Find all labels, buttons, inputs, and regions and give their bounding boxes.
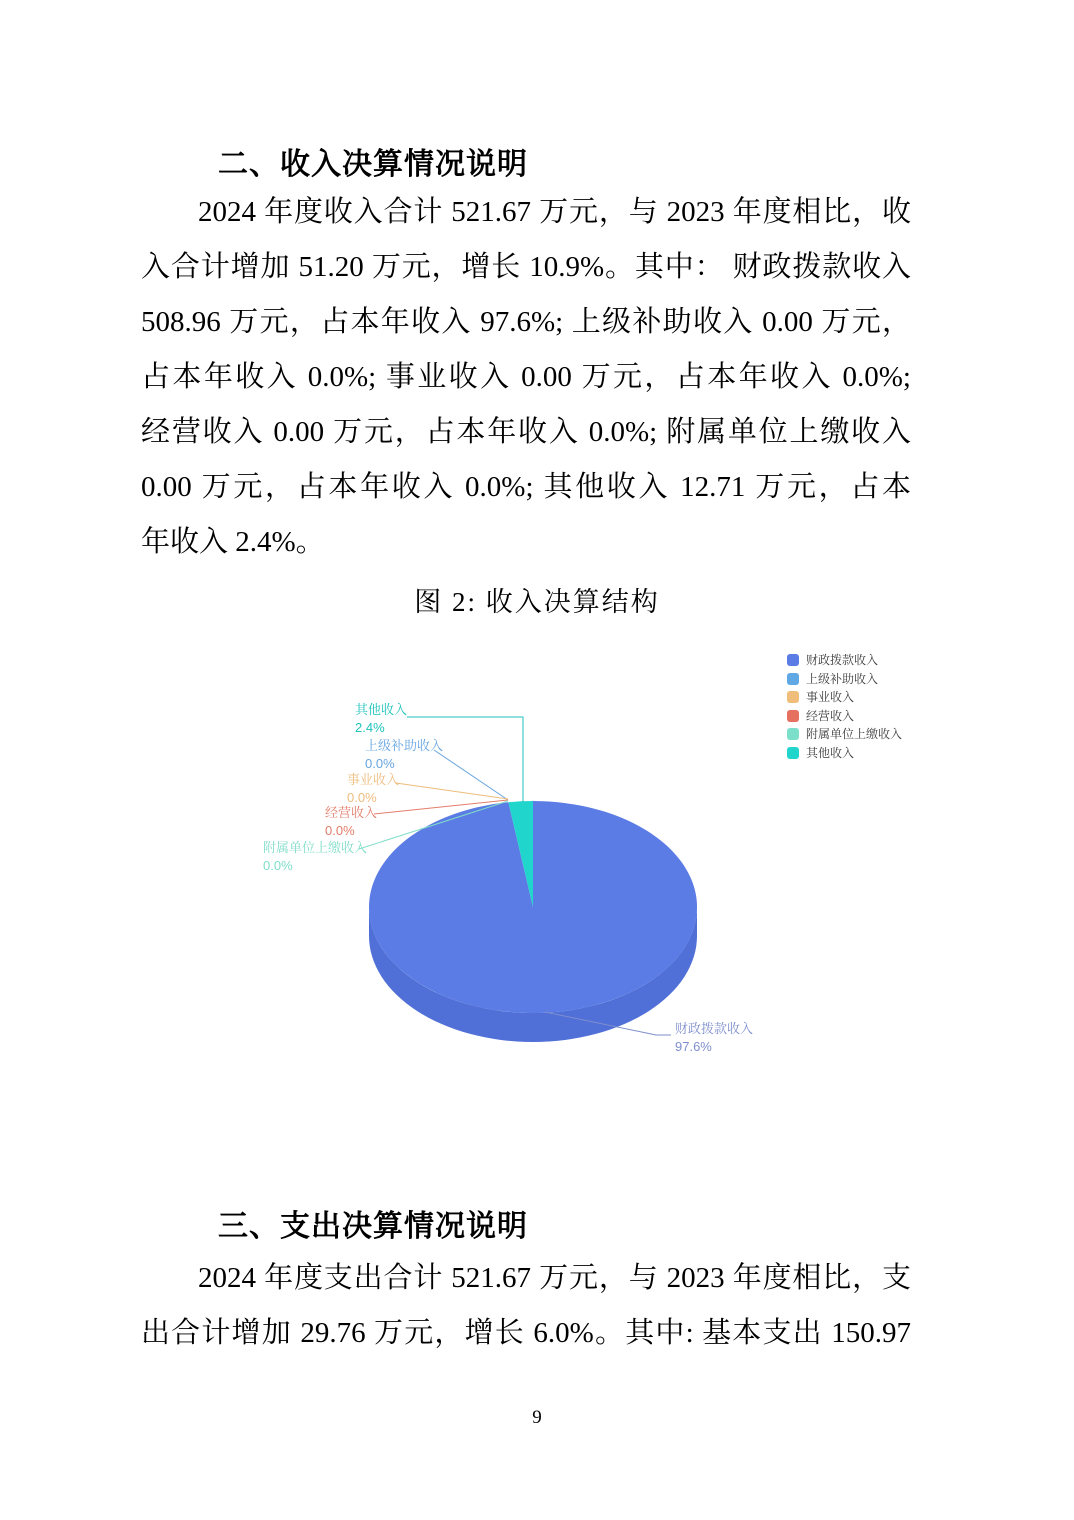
legend-item-1 xyxy=(787,673,902,686)
income-paragraph-line: 2024 年度收入合计 521.67 万元，与 2023 年度相比，收 xyxy=(198,196,911,228)
pie-label-name: 财政拨款收入 xyxy=(675,1021,754,1036)
legend-item-label: 事业收入 xyxy=(806,690,855,704)
pie-label-0 xyxy=(675,1020,753,1056)
legend-item-label: 附属单位上缴收入 xyxy=(806,727,903,741)
legend-item-3 xyxy=(787,710,902,723)
legend-item-label: 上级补助收入 xyxy=(806,671,879,686)
pie-label-3 xyxy=(325,804,377,840)
legend-item-0 xyxy=(787,654,902,667)
section-income-heading: 二、收入决算情况说明 xyxy=(218,148,528,181)
pie-label-percent: 0.0% xyxy=(347,790,377,805)
pie-slice-0 xyxy=(369,801,697,1013)
pie-label-name: 事业收入 xyxy=(347,772,400,787)
pie-label-4 xyxy=(263,839,367,875)
income-pie-chart xyxy=(0,640,1074,1080)
income-paragraph-line: 占本年收入 0.0%; 事业收入 0.00 万元，占本年收入 0.0%; xyxy=(141,361,911,393)
income-paragraph-line: 经营收入 0.00 万元，占本年收入 0.0%; 附属单位上缴收入 xyxy=(141,416,911,448)
pie-label-percent: 0.0% xyxy=(365,756,395,771)
pie-label-percent: 0.0% xyxy=(263,858,293,873)
pie-label-percent: 0.0% xyxy=(325,823,355,838)
pie-label-name: 上级补助收入 xyxy=(365,738,444,753)
expense-paragraph-line: 2024 年度支出合计 521.67 万元，与 2023 年度相比，支 xyxy=(198,1262,911,1294)
legend-item-2 xyxy=(787,691,902,704)
page-number: 9 xyxy=(532,1407,542,1428)
pie-label-line-1 xyxy=(434,750,508,800)
legend-marker-icon xyxy=(787,747,799,759)
section-expense-heading: 三、支出决算情况说明 xyxy=(218,1210,528,1243)
legend-item-label: 其他收入 xyxy=(806,745,855,760)
legend-marker-icon xyxy=(787,728,799,740)
legend-item-label: 经营收入 xyxy=(806,708,855,723)
income-paragraph-line: 年收入 2.4%。 xyxy=(141,526,325,558)
pie-label-percent: 97.6% xyxy=(675,1039,712,1054)
pie-label-5 xyxy=(355,701,407,737)
income-paragraph-line: 0.00 万元，占本年收入 0.0%; 其他收入 12.71 万元，占本 xyxy=(141,471,911,503)
legend-marker-icon xyxy=(787,710,799,722)
chart-legend xyxy=(787,654,902,759)
pie-label-name: 其他收入 xyxy=(355,702,408,717)
legend-item-4 xyxy=(787,728,902,741)
legend-item-label: 财政拨款收入 xyxy=(806,653,879,667)
legend-marker-icon xyxy=(787,673,799,685)
pie-label-percent: 2.4% xyxy=(355,720,385,735)
figure-caption: 图 2: 收入决算结构 xyxy=(414,587,660,617)
legend-item-5 xyxy=(787,747,902,760)
legend-marker-icon xyxy=(787,654,799,666)
pie-label-name: 附属单位上缴收入 xyxy=(263,840,368,855)
pie-label-name: 经营收入 xyxy=(325,805,378,820)
pie-label-line-2 xyxy=(396,783,508,799)
pie-label-2 xyxy=(347,771,399,807)
pie-label-1 xyxy=(365,737,443,773)
expense-paragraph-line: 出合计增加 29.76 万元，增长 6.0%。其中: 基本支出 150.97 xyxy=(141,1317,911,1349)
income-paragraph-line: 入合计增加 51.20 万元，增长 10.9%。其中： 财政拨款收入 xyxy=(141,251,911,283)
income-paragraph-line: 508.96 万元，占本年收入 97.6%; 上级补助收入 0.00 万元， xyxy=(141,306,911,338)
legend-marker-icon xyxy=(787,691,799,703)
